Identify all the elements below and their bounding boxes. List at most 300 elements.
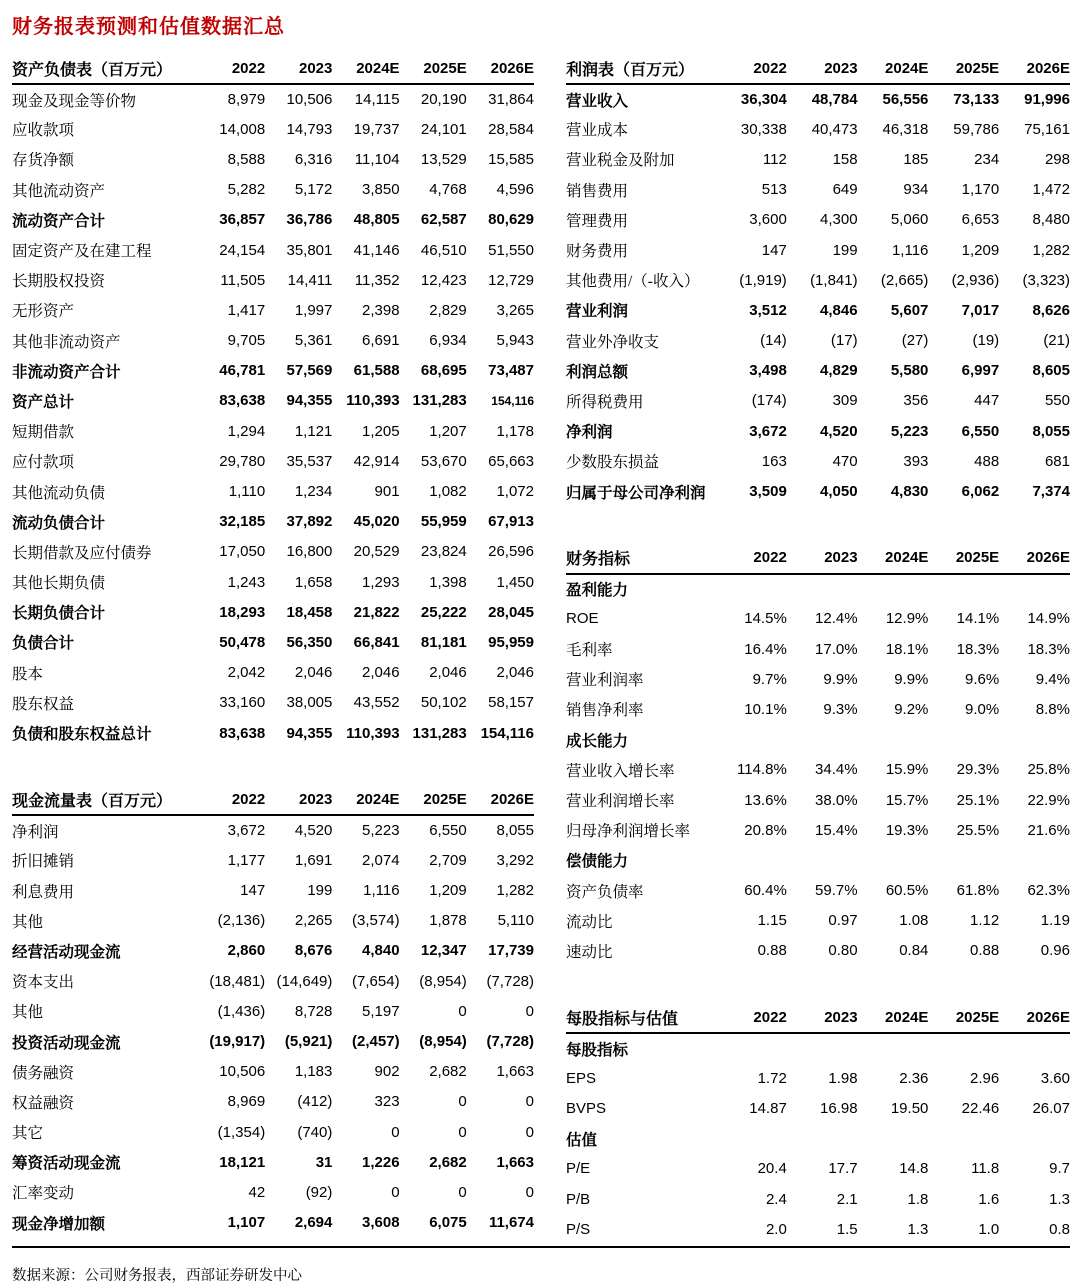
cell-value: 18,293 xyxy=(219,603,266,621)
table-row xyxy=(12,996,534,1026)
cell-value: 16.4% xyxy=(744,640,787,658)
row-label: P/E xyxy=(566,1160,591,1178)
table-row xyxy=(566,205,1070,235)
cell-value: 10.1% xyxy=(744,700,787,718)
cell-value: (92) xyxy=(305,1183,333,1201)
cell-value: 94,355 xyxy=(286,724,333,742)
cell-value: 3,608 xyxy=(362,1214,400,1232)
table-row xyxy=(12,205,534,235)
cell-value: 1,398 xyxy=(429,573,467,591)
cell-value: 46,318 xyxy=(882,120,929,138)
cell-value: 2,046 xyxy=(429,664,467,682)
row-label: 其他长期负债 xyxy=(12,575,106,593)
cell-value: 1,183 xyxy=(294,1063,333,1081)
cell-value xyxy=(716,1124,787,1154)
row-label: 营业利润 xyxy=(566,303,629,321)
cell-value: (21) xyxy=(1043,332,1070,350)
cell-value: 53,670 xyxy=(420,452,467,470)
cell-value: 11,104 xyxy=(354,150,400,168)
year-column-header: 2023 xyxy=(787,53,858,84)
cell-value xyxy=(999,725,1070,755)
cell-value: 3,672 xyxy=(749,422,787,440)
row-label: 利润总额 xyxy=(566,363,629,381)
row-label: 筹资活动现金流 xyxy=(12,1155,121,1173)
section-header-row xyxy=(566,1033,1070,1063)
cell-value: 5,060 xyxy=(890,211,929,229)
cell-value: 16,800 xyxy=(286,543,333,561)
cell-value: (1,436) xyxy=(217,1002,266,1020)
cell-value: 6,653 xyxy=(961,211,1000,229)
cell-value: 12,729 xyxy=(488,271,534,289)
cell-value: 61.8% xyxy=(956,882,1000,900)
cell-value: 2,682 xyxy=(429,1153,467,1171)
table-row xyxy=(566,1184,1070,1214)
cell-value: 1,207 xyxy=(429,422,467,440)
cell-value: 19,737 xyxy=(353,120,400,138)
row-label: 其他 xyxy=(12,1004,44,1022)
cell-value: 11.8 xyxy=(971,1160,1000,1178)
cell-value: 14.87 xyxy=(749,1100,787,1118)
cell-value: 17.0% xyxy=(815,640,858,658)
cell-value: (8,954) xyxy=(419,972,467,990)
cell-value: 1.5 xyxy=(836,1220,858,1238)
row-label: 非流动资产合计 xyxy=(12,363,121,381)
cell-value: 41,146 xyxy=(353,241,400,259)
cell-value: 13.6% xyxy=(744,791,787,809)
row-label: ROE xyxy=(566,610,599,628)
cell-value: 9.3% xyxy=(823,700,858,718)
table-row xyxy=(12,175,534,205)
year-column-header: 2025E xyxy=(400,784,467,815)
cell-value: 73,487 xyxy=(488,362,534,380)
cell-value: 35,537 xyxy=(286,452,333,470)
cell-value: 4,829 xyxy=(820,362,858,380)
cell-value: 0.96 xyxy=(1040,942,1070,960)
row-label: 营业收入增长率 xyxy=(566,762,675,780)
cell-value: 66,841 xyxy=(353,633,400,651)
table-row xyxy=(12,1087,534,1117)
cell-value: 323 xyxy=(374,1093,400,1111)
row-label: 负债和股东权益总计 xyxy=(12,726,152,744)
cell-value: 34.4% xyxy=(815,761,858,779)
cell-value: 1.3 xyxy=(1049,1190,1070,1208)
cell-value: 5,361 xyxy=(294,332,333,350)
table-title: 利润表（百万元） xyxy=(566,53,716,84)
cell-value: 15,585 xyxy=(488,150,534,168)
cell-value: 61,588 xyxy=(353,362,400,380)
cell-value xyxy=(928,725,999,755)
table-row xyxy=(12,507,534,537)
cell-value: (174) xyxy=(751,392,787,410)
table-row xyxy=(12,1026,534,1056)
row-label: 投资活动现金流 xyxy=(12,1034,121,1052)
cell-value: 3,600 xyxy=(749,211,787,229)
table-row xyxy=(12,356,534,386)
cell-value: 20,529 xyxy=(353,543,400,561)
cell-value xyxy=(928,845,999,875)
cell-value: 356 xyxy=(903,392,929,410)
cell-value: 8,728 xyxy=(294,1002,333,1020)
table-title: 现金流量表（百万元） xyxy=(12,784,198,815)
cell-value: (17) xyxy=(830,332,858,350)
cell-value: (2,136) xyxy=(217,912,266,930)
cell-value: 1,450 xyxy=(496,573,534,591)
row-label: 净利润 xyxy=(566,424,613,442)
cell-value xyxy=(716,725,787,755)
cell-value: 9.7% xyxy=(752,670,787,688)
cell-value: 934 xyxy=(903,181,929,199)
row-label: 现金及现金等价物 xyxy=(12,92,137,110)
row-label: 毛利率 xyxy=(566,642,613,660)
section-header-row xyxy=(566,845,1070,875)
cell-value: 18.3% xyxy=(956,640,1000,658)
cell-value: 81,181 xyxy=(420,633,467,651)
cell-value: 36,786 xyxy=(286,211,333,229)
table-row xyxy=(12,567,534,597)
table-row xyxy=(12,326,534,356)
row-label: 速动比 xyxy=(566,943,613,961)
cell-value: 1.98 xyxy=(828,1069,858,1087)
row-label: 其他费用/（-收入） xyxy=(566,273,700,291)
row-label: 固定资产及在建工程 xyxy=(12,243,152,261)
row-label: 经营活动现金流 xyxy=(12,943,121,961)
year-column-header: 2022 xyxy=(716,543,787,574)
table-header-row xyxy=(12,53,534,84)
cell-value: 8,626 xyxy=(1032,301,1070,319)
table-row xyxy=(566,326,1070,356)
cell-value: 4,596 xyxy=(496,181,534,199)
cell-value: 5,943 xyxy=(496,332,534,350)
cell-value: 147 xyxy=(240,882,266,900)
cell-value: 1,121 xyxy=(294,422,333,440)
cell-value: 30,338 xyxy=(740,120,787,138)
cell-value: 18,121 xyxy=(219,1153,266,1171)
cell-value: 649 xyxy=(832,181,858,199)
row-label: BVPS xyxy=(566,1100,607,1118)
cell-value: 0 xyxy=(525,1093,534,1111)
cell-value xyxy=(999,574,1070,604)
cell-value: 8,480 xyxy=(1032,211,1070,229)
cell-value: 0.8 xyxy=(1049,1220,1070,1238)
page-title: 财务报表预测和估值数据汇总 xyxy=(12,16,285,38)
cell-value: 20.4 xyxy=(757,1160,787,1178)
cell-value: 6,997 xyxy=(961,362,1000,380)
cell-value: 57,569 xyxy=(286,362,333,380)
cell-value: 112 xyxy=(762,150,787,168)
cell-value: 1.8 xyxy=(907,1190,929,1208)
cell-value: (7,728) xyxy=(486,1033,534,1051)
cell-value: 1,417 xyxy=(227,301,266,319)
cell-value xyxy=(716,574,787,604)
cell-value xyxy=(999,1033,1070,1063)
year-column-header: 2026E xyxy=(467,53,534,84)
cell-value: 2,046 xyxy=(496,664,534,682)
cell-value: 110,393 xyxy=(346,392,400,410)
cell-value xyxy=(716,1033,787,1063)
cell-value: 199 xyxy=(832,241,858,259)
cell-value: 8,055 xyxy=(496,822,534,840)
year-column-header: 2024E xyxy=(858,1002,929,1033)
cell-value: 80,629 xyxy=(488,211,534,229)
cell-value: 12.9% xyxy=(885,610,929,628)
cell-value: 29.3% xyxy=(956,761,1000,779)
cell-value: 20.8% xyxy=(744,821,787,839)
cell-value: 94,355 xyxy=(286,392,333,410)
cell-value: 1,178 xyxy=(496,422,534,440)
cell-value: 0 xyxy=(458,1093,467,1111)
cell-value: 48,805 xyxy=(353,211,400,229)
cell-value: 1,472 xyxy=(1032,181,1070,199)
cell-value: 2.0 xyxy=(765,1220,787,1238)
row-label: 营业收入 xyxy=(566,92,629,110)
section-header-row xyxy=(566,725,1070,755)
cell-value: 1,107 xyxy=(227,1214,266,1232)
cell-value: 0 xyxy=(525,1123,534,1141)
cell-value: 5,223 xyxy=(362,822,400,840)
cell-value: 1.72 xyxy=(757,1069,787,1087)
year-column-header: 2024E xyxy=(332,784,399,815)
row-label: 其他 xyxy=(12,913,44,931)
cell-value: 1,663 xyxy=(496,1153,534,1171)
row-label: 资产总计 xyxy=(12,393,75,411)
cell-value: 20,190 xyxy=(420,91,467,109)
cell-value: 4,050 xyxy=(820,483,858,501)
table-row xyxy=(566,295,1070,325)
cell-value: 28,584 xyxy=(488,120,534,138)
cell-value: (2,936) xyxy=(951,271,1000,289)
row-label: 长期股权投资 xyxy=(12,273,106,291)
cell-value: 31,864 xyxy=(488,91,534,109)
row-label: 其他流动负债 xyxy=(12,484,106,502)
section-header-row xyxy=(566,574,1070,604)
cell-value: 298 xyxy=(1044,150,1070,168)
financial-indicators-table xyxy=(566,543,1070,966)
row-label: 财务费用 xyxy=(566,243,629,261)
row-label: 流动比 xyxy=(566,913,613,931)
cell-value: 21.6% xyxy=(1027,821,1070,839)
table-row xyxy=(566,1063,1070,1093)
cell-value: 9.6% xyxy=(964,670,1000,688)
cell-value: 17,739 xyxy=(488,942,534,960)
cell-value: 0 xyxy=(458,1002,467,1020)
year-column-header: 2026E xyxy=(999,1002,1070,1033)
table-row xyxy=(12,876,534,906)
cell-value: 1.0 xyxy=(978,1220,1000,1238)
cell-value: 2,265 xyxy=(294,912,333,930)
cell-value: 4,840 xyxy=(362,942,400,960)
table-row xyxy=(566,755,1070,785)
cell-value: 199 xyxy=(307,882,333,900)
table-row xyxy=(12,295,534,325)
cell-value: 154,116 xyxy=(491,393,534,408)
cell-value: 0.88 xyxy=(969,942,1000,960)
cell-value: (27) xyxy=(901,332,929,350)
row-label: 存货净额 xyxy=(12,152,75,170)
cell-value: 4,846 xyxy=(820,301,858,319)
row-label: 归母净利润增长率 xyxy=(566,823,691,841)
cell-value: 2,074 xyxy=(362,851,400,869)
cell-value: 902 xyxy=(374,1063,400,1081)
year-column-header: 2025E xyxy=(400,53,467,84)
table-row xyxy=(566,114,1070,144)
table-header-row xyxy=(566,543,1070,574)
table-row xyxy=(12,265,534,295)
income-statement-table xyxy=(566,53,1070,507)
cell-value: 73,133 xyxy=(953,91,1000,109)
cell-value: 9.7 xyxy=(1049,1160,1070,1178)
cell-value: 1,663 xyxy=(496,1063,534,1081)
cell-value: 4,768 xyxy=(429,181,467,199)
cell-value: 3,672 xyxy=(227,822,266,840)
row-label: 流动负债合计 xyxy=(12,514,106,532)
cell-value: 15.7% xyxy=(885,791,929,809)
cell-value: 5,197 xyxy=(362,1002,400,1020)
cell-value: 2.36 xyxy=(899,1069,929,1087)
cell-value: 5,110 xyxy=(497,912,534,930)
cell-value: 2.96 xyxy=(969,1069,1000,1087)
table-row xyxy=(12,476,534,506)
table-row xyxy=(566,386,1070,416)
year-column-header: 2022 xyxy=(716,53,787,84)
cell-value: 42,914 xyxy=(353,452,400,470)
cell-value: 14.1% xyxy=(956,610,1000,628)
table-row xyxy=(12,815,534,845)
cell-value: 3,292 xyxy=(496,851,534,869)
row-label: 偿债能力 xyxy=(566,853,629,871)
cell-value: 1,997 xyxy=(294,301,333,319)
table-row xyxy=(566,144,1070,174)
cell-value: 3,498 xyxy=(749,362,787,380)
row-label: 利息费用 xyxy=(12,883,75,901)
cell-value: 5,282 xyxy=(227,181,266,199)
cell-value: 19.50 xyxy=(890,1100,929,1118)
table-row xyxy=(566,876,1070,906)
row-label: P/S xyxy=(566,1220,591,1238)
cell-value: 11,352 xyxy=(354,271,400,289)
table-row xyxy=(566,175,1070,205)
cell-value: (5,921) xyxy=(284,1033,333,1051)
cell-value: (1,354) xyxy=(217,1123,266,1141)
row-label: 汇率变动 xyxy=(12,1185,75,1203)
cell-value: 12,347 xyxy=(420,942,467,960)
two-column-layout xyxy=(12,53,1070,1244)
cell-value: 1.3 xyxy=(907,1220,929,1238)
table-row xyxy=(12,906,534,936)
table-row xyxy=(12,718,534,748)
cell-value: 1,282 xyxy=(1032,241,1070,259)
row-label: 资本支出 xyxy=(12,974,75,992)
table-row xyxy=(566,694,1070,724)
year-column-header: 2026E xyxy=(999,53,1070,84)
table-row xyxy=(12,114,534,144)
cell-value xyxy=(999,1124,1070,1154)
cell-value: 513 xyxy=(761,181,787,199)
cell-value: 14,793 xyxy=(286,120,333,138)
cell-value: 59,786 xyxy=(953,120,1000,138)
cell-value: (7,654) xyxy=(352,972,400,990)
right-column xyxy=(566,53,1070,1244)
cell-value xyxy=(787,1033,858,1063)
cell-value: 36,304 xyxy=(740,91,787,109)
row-label: 每股指标 xyxy=(566,1041,629,1059)
row-label: 销售净利率 xyxy=(566,702,644,720)
row-label: 净利润 xyxy=(12,823,59,841)
table-title: 财务指标 xyxy=(566,543,716,574)
cell-value: 5,223 xyxy=(890,422,929,440)
cell-value: 4,520 xyxy=(294,822,333,840)
row-label: 权益融资 xyxy=(12,1094,75,1112)
cell-value: 1,205 xyxy=(362,422,400,440)
cell-value xyxy=(787,845,858,875)
table-row xyxy=(566,476,1070,506)
cell-value: 185 xyxy=(903,150,929,168)
cell-value: 31 xyxy=(315,1153,333,1171)
cell-value: 36,857 xyxy=(219,211,266,229)
table-row xyxy=(566,604,1070,634)
cell-value: 11,674 xyxy=(488,1214,534,1232)
row-label: 归属于母公司净利润 xyxy=(566,484,706,502)
cell-value: 33,160 xyxy=(219,694,266,712)
row-label: 营业利润增长率 xyxy=(566,793,675,811)
cell-value: 5,607 xyxy=(890,301,929,319)
cell-value: 0 xyxy=(525,1002,534,1020)
cell-value: 488 xyxy=(974,452,1000,470)
per-share-valuation-table xyxy=(566,1002,1070,1244)
table-row xyxy=(566,1214,1070,1244)
table-row xyxy=(566,265,1070,295)
cell-value: 2,042 xyxy=(227,664,266,682)
cell-value: (2,457) xyxy=(352,1033,400,1051)
cell-value: 28,045 xyxy=(488,603,534,621)
row-label: 短期借款 xyxy=(12,424,75,442)
row-label: 营业利润率 xyxy=(566,672,644,690)
cell-value: 9.0% xyxy=(964,700,1000,718)
row-label: EPS xyxy=(566,1069,597,1087)
cell-value: 18.3% xyxy=(1027,640,1070,658)
balance-sheet-table xyxy=(12,53,534,748)
cell-value: 37,892 xyxy=(286,513,333,531)
cell-value: 1,294 xyxy=(227,422,266,440)
cell-value: 67,913 xyxy=(488,513,534,531)
year-column-header: 2022 xyxy=(716,1002,787,1033)
cell-value: 9,705 xyxy=(227,332,266,350)
cell-value: 6,062 xyxy=(961,483,1000,501)
year-column-header: 2026E xyxy=(999,543,1070,574)
cell-value: 7,374 xyxy=(1032,483,1070,501)
cell-value: 154,116 xyxy=(480,724,534,742)
cell-value xyxy=(928,574,999,604)
row-label: 长期借款及应付债券 xyxy=(12,544,152,562)
cell-value: 1,878 xyxy=(429,912,467,930)
table-row xyxy=(12,1147,534,1177)
table-row xyxy=(566,1154,1070,1184)
cell-value: 26.07 xyxy=(1032,1100,1070,1118)
cell-value: 46,510 xyxy=(420,241,467,259)
data-source-note: 数据来源：公司财务报表，西部证券研发中心 xyxy=(12,1268,302,1285)
cell-value: 901 xyxy=(374,483,400,501)
cell-value: 1,226 xyxy=(362,1153,400,1171)
cell-value: 7,017 xyxy=(961,301,1000,319)
table-row xyxy=(12,627,534,657)
row-label: 销售费用 xyxy=(566,182,629,200)
table-row xyxy=(566,906,1070,936)
row-label: 折旧摊销 xyxy=(12,853,75,871)
cell-value: 0.80 xyxy=(828,942,858,960)
table-header-row xyxy=(566,1002,1070,1033)
cell-value: 470 xyxy=(832,452,858,470)
cell-value: 0.88 xyxy=(757,942,787,960)
cell-value: 3,265 xyxy=(496,301,534,319)
